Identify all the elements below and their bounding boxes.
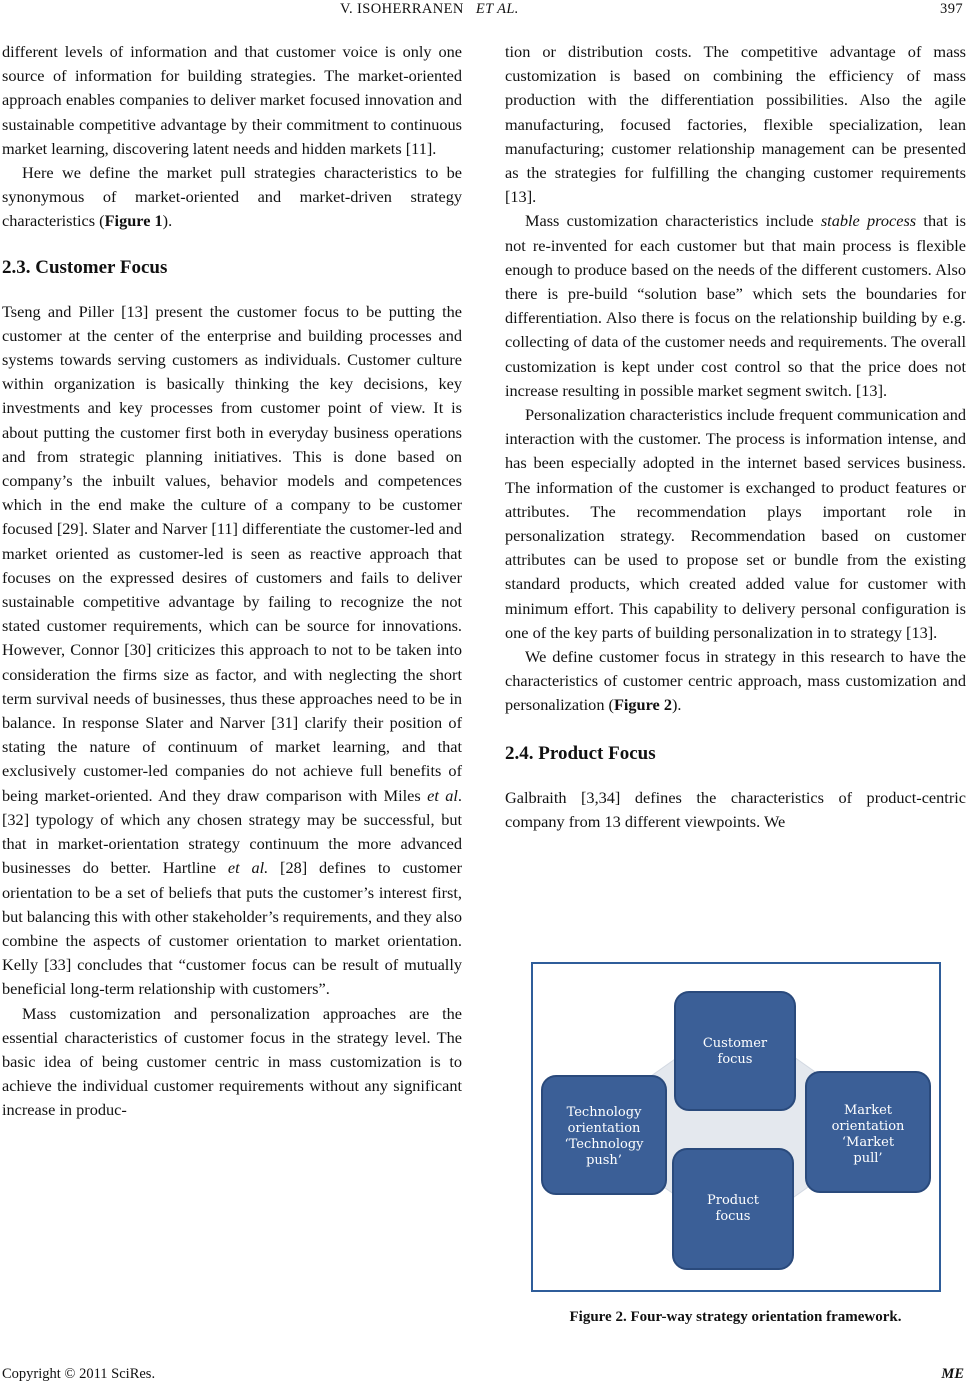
box-technology-line-1: Technology	[566, 1105, 642, 1120]
right-column	[505, 40, 966, 834]
paragraph-product-focus: Galbraith [3,34] defines the characteristics of product-centric company from 13 different viewpoints. We	[505, 787, 966, 831]
text-span: ).	[672, 695, 682, 715]
page-number: 397	[940, 1, 963, 17]
strategy-framework-diagram	[533, 964, 939, 1290]
box-market-line-1: Market	[843, 1103, 893, 1118]
section-heading-product-focus: 2.4. Product Focus	[505, 742, 656, 764]
box-market-orientation	[806, 1072, 930, 1192]
paragraph-mass-customization: Mass customization and personalization approaches are the essential characteristics of customer focus in the strategy level. The basic idea of being customer centric in mass customization is to achieve the individual customer requirements without any significant increase in produc-	[2, 1003, 462, 1120]
text-span: Mass customization characteristics include	[525, 211, 821, 231]
box-technology-orientation	[542, 1076, 666, 1194]
figure-2-link[interactable]: Figure 2	[613, 695, 672, 715]
paragraph-intro: different levels of information and that customer voice is only one source of information for building strategies. The market-oriented approach enables companies to deliver market focused innovation and sustainable competitive advantage by their commitment to continuous market learning, discovering latent needs and hidden markets [11].	[2, 42, 462, 158]
journal-abbreviation: ME	[941, 1366, 964, 1382]
figure-1-link[interactable]: Figure 1	[104, 211, 163, 231]
box-customer-focus	[675, 992, 795, 1110]
paragraph-mass-customization-characteristics	[505, 209, 966, 403]
italic-etal: et al	[427, 785, 458, 805]
running-head-author: V. ISOHERRANEN	[340, 1, 464, 17]
italic-stable-process: stable process	[820, 211, 917, 231]
paragraph-customer-focus-definition	[505, 645, 966, 718]
box-product-focus-line-2: focus	[715, 1209, 751, 1224]
paragraph-customer-focus	[2, 300, 462, 1002]
box-product-focus	[673, 1149, 793, 1269]
text-span: [28] defines to customer orientation to be a set of beliefs that puts the customer’s interest first, but balancing this with other stakeholder’s requirements, and they also combine the aspects of customer orientation to market orientation. Kelly [33] concludes that “customer focus can be result of mutually beneficial long-term relationship with customers”.	[2, 858, 462, 999]
paragraph-personalization: Personalization characteristics include frequent communication and interaction with the customer. The process is information intense, and has been especially adopted in the internet based services business. The information of the customer is exchanged to product features or attributes. The recommendation plays important role in personalization strategy. Recommendation based on customer attributes can be used to propose set or bundle from the existing standard products, which created added value for customer with minimum effort. This capability to delivery personal configuration is one of the key parts of building personalization in to strategy [13].	[505, 405, 966, 642]
copyright-notice: Copyright © 2011 SciRes.	[2, 1366, 156, 1382]
text-span: Here we define the market pull strategies characteristics to be synonymous of market-oriented and market-driven strategy characteristics (	[2, 163, 462, 231]
text-span: . [32] typology of which any chosen strategy may be successful, but that in market-orientation strategy continuum the more advanced businesses do better. Hartline	[2, 785, 462, 878]
figure-2-caption: Figure 2. Four-way strategy orientation framework.	[569, 1309, 902, 1325]
box-market-line-4: pull’	[853, 1151, 883, 1166]
box-market-line-2: orientation	[831, 1119, 905, 1134]
paragraph-market-pull	[2, 161, 462, 234]
text-span: ).	[162, 211, 173, 231]
left-column	[2, 40, 462, 1123]
box-technology-line-4: push’	[586, 1153, 622, 1168]
text-span: that is not re-invented for each customer but that main process is flexible enough to produce based on the needs of the different customers. Also there is pre-build “solution base” which sets the boundaries for differentiation. Also there is focus on the relationship building by e.g. collecting of data of the customer needs and requirements. The overall customization is kept under cost control so that the price does not increase resulting in possible market segment switch. [13].	[505, 211, 966, 400]
box-technology-line-2: orientation	[567, 1121, 641, 1136]
paragraph-costs: tion or distribution costs. The competitive advantage of mass customization is based on combining the efficiency of mass production with the differentiation possibilities. Also the agile manufacturing, focused factories, flexible specialization, lean manufacturing; customer relationship management can be presented as the strategies for fulfilling the changing customer requirements [13].	[505, 42, 966, 207]
box-product-focus-line-1: Product	[707, 1193, 759, 1208]
box-customer-focus-line-1: Customer	[702, 1036, 768, 1051]
running-head	[340, 1, 519, 18]
box-customer-focus-line-2: focus	[717, 1052, 753, 1067]
text-span: Tseng and Piller [13] present the customer focus to be putting the customer at the center of the enterprise and building processes and systems towards serving customers as individuals. Customer culture within organization is basically thinking the key decisions, key investments and key processes from customer point of view. It is about putting the customer first both in everyday business operations and from strategic planning initiatives. This is done based on company’s the inbuilt values, behavior models and competences which in the end make the culture of a company to be customer focused [29]. Slater and Narver [11] differentiate the customer-led and market oriented as customer-led is seen as reactive approach that focuses on the expressed desires of customers and fails to deliver sustainable competitive advantage by failing to recognize the not stated customer requirements, which can be source for innovations. However, Connor [30] criticizes this approach to not to be taken into consideration the firms size as factor, and with neglecting the short term survival needs of businesses, thus these approaches need to be in balance. In response Slater and Narver [31] clarify their position of stating the nature of continuum of market learning, and that exclusively customer-led companies do not achieve full benefits of being market-oriented. And they draw comparison with Miles	[2, 301, 462, 805]
box-market-line-3: ‘Market	[841, 1135, 895, 1150]
section-heading-customer-focus: 2.3. Customer Focus	[2, 256, 168, 278]
running-head-etal: ET AL.	[475, 1, 519, 17]
box-technology-line-3: ‘Technology	[564, 1137, 644, 1152]
text-span: We define customer focus in strategy in this research to have the characteristics of customer centric approach, mass customization and personalization (	[505, 647, 966, 715]
page-header	[0, 0, 969, 30]
page-footer	[2, 1366, 964, 1384]
italic-etal: et al.	[227, 858, 269, 878]
figure-2-frame	[531, 962, 941, 1292]
